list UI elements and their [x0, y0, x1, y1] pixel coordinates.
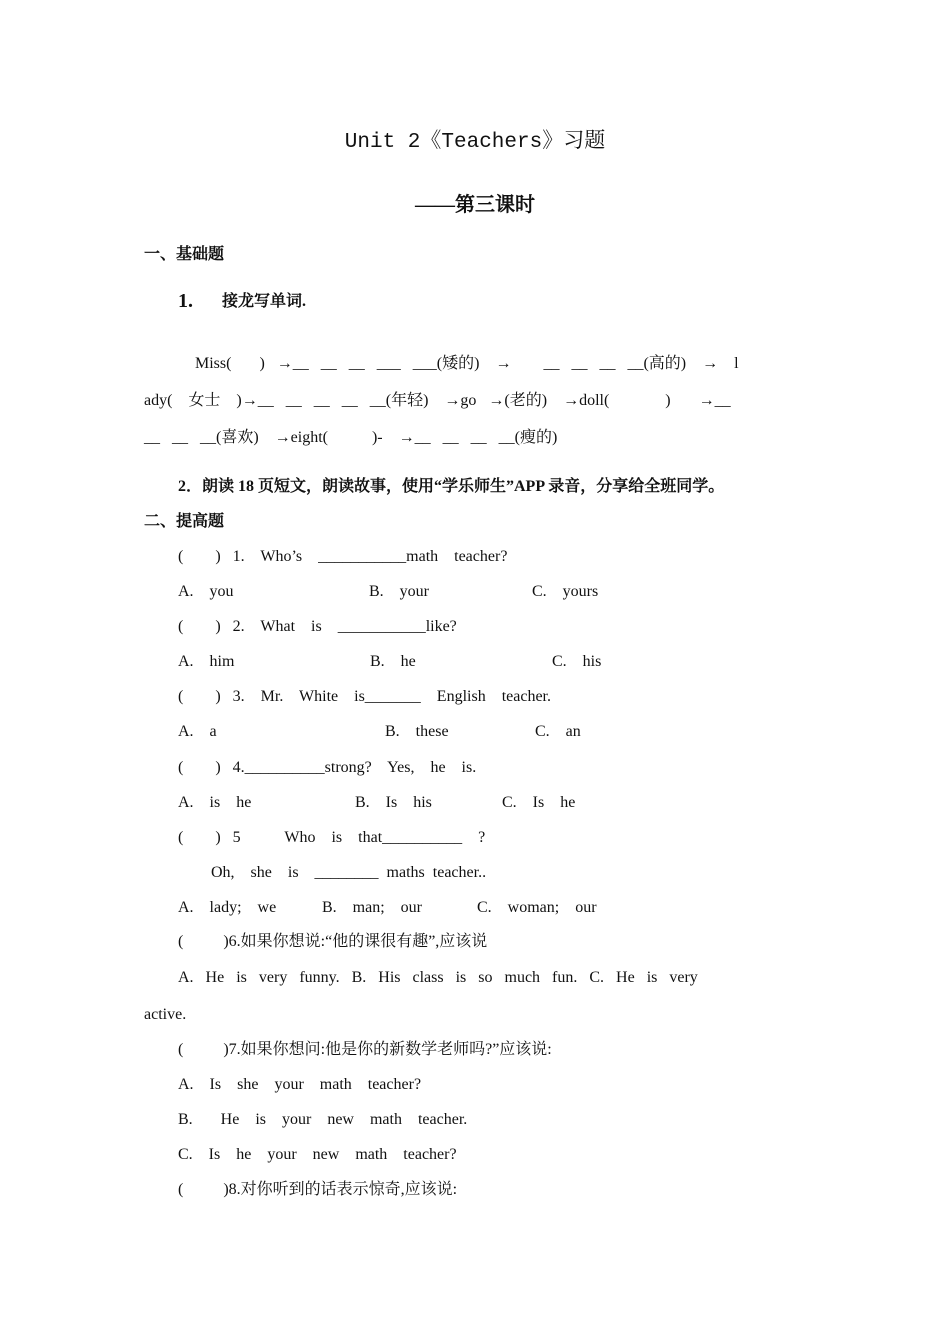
q2-reading-task: 2．朗读 18 页短文，朗读故事，使用“学乐师生”APP 录音，分享给全班同学。 [178, 478, 725, 495]
question-3-option-a: A. a [178, 723, 217, 740]
question-7-stem: ( )7.如果你想问:他是你的新数学老师吗?”应该说: [178, 1041, 552, 1058]
q1-number: 1. [178, 290, 193, 312]
word-chain-line-2: ady( 女士 )→__ __ __ __ __(年轻) →go →(老的) →doll( ) →__ [144, 392, 731, 409]
question-4-option-c: C. Is he [502, 794, 576, 811]
question-5-stem-line-2: Oh, she is ________ maths teacher.. [211, 864, 487, 881]
section-basic-heading: 一、基础题 [144, 246, 225, 263]
question-1-stem: ( ) 1. Who’s ___________math teacher? [178, 548, 508, 565]
question-8-stem: ( )8.对你听到的话表示惊奇,应该说: [178, 1181, 458, 1198]
question-1-option-c: C. yours [532, 583, 599, 600]
question-6-options-line: A. He is very funny. B. His class is so much fun. C. He is very [178, 969, 698, 986]
question-4-stem: ( ) 4.__________strong? Yes, he is. [178, 759, 477, 776]
word-chain-line-1: Miss( ) →__ __ __ ___ ___(矮的) → __ __ __ __(高的) → l [195, 355, 739, 372]
question-7-option-c: C. Is he your new math teacher? [178, 1146, 457, 1163]
question-2-option-a: A. him [178, 653, 235, 670]
question-5-option-c: C. woman; our [477, 899, 597, 916]
question-6-options-continued: active. [144, 1006, 187, 1023]
question-3-option-c: C. an [535, 723, 581, 740]
question-7-option-b: B. He is your new math teacher. [178, 1111, 468, 1128]
question-1-option-a: A. you [178, 583, 234, 600]
word-chain-line-3: __ __ __(喜欢) →eight( )- →__ __ __ __(瘦的) [144, 429, 558, 446]
page-title: Unit 2《Teachers》习题 [344, 131, 606, 154]
question-2-option-c: C. his [552, 653, 602, 670]
question-6-stem: ( )6.如果你想说:“他的课很有趣”,应该说 [178, 933, 488, 950]
question-5-option-b: B. man; our [322, 899, 422, 916]
question-4-option-b: B. Is his [355, 794, 432, 811]
question-3-option-b: B. these [385, 723, 449, 740]
question-5-stem: ( ) 5 Who is that__________ ? [178, 829, 486, 846]
question-5-option-a: A. lady; we [178, 899, 277, 916]
q1-instruction: 接龙写单词. [222, 293, 307, 310]
page-subtitle: ——第三课时 [415, 194, 535, 216]
question-4-option-a: A. is he [178, 794, 252, 811]
question-7-option-a: A. Is she your math teacher? [178, 1076, 422, 1093]
section-advanced-heading: 二、提高题 [144, 513, 225, 530]
question-2-option-b: B. he [370, 653, 416, 670]
question-1-option-b: B. your [369, 583, 429, 600]
question-2-stem: ( ) 2. What is ___________like? [178, 618, 457, 635]
question-3-stem: ( ) 3. Mr. White is_______ English teacher. [178, 688, 551, 705]
